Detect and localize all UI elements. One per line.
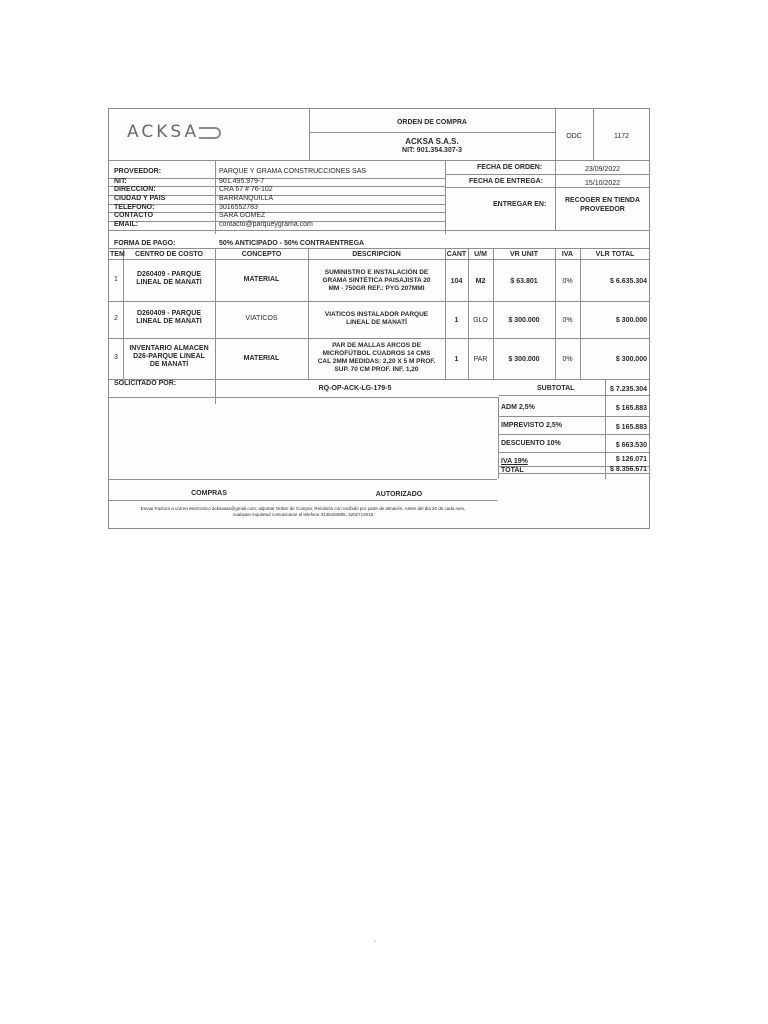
col-header-total: VLR TOTAL <box>595 251 635 258</box>
proveedor-value: PARQUE Y GRAMA CONSTRUCCIONES SAS <box>219 168 367 175</box>
row-item: 3 <box>114 354 118 361</box>
row-iva: 0% <box>562 356 573 363</box>
col-header-um: U/M <box>474 251 487 258</box>
nit-value: 901.495.979-7 <box>219 178 265 185</box>
telefono-value: 3016552783 <box>219 204 258 211</box>
row-item: 2 <box>114 315 118 322</box>
forma-pago-label: FORMA DE PAGO: <box>114 240 176 247</box>
row-cant: 1 <box>454 356 459 363</box>
row-descripcion: MM - 750GR REF.: PYG 207MMI <box>328 285 425 292</box>
row-descripcion: PAR DE MALLAS ARCOS DE <box>332 342 421 349</box>
adm-label: ADM 2,5% <box>501 404 535 411</box>
row-descripcion: MICROFÚTBOL CUADROS 14 CMS <box>322 350 431 357</box>
compras-label: COMPRAS <box>191 490 227 497</box>
forma-pago-value: 50% ANTICIPADO - 50% CONTRAENTREGA <box>219 240 365 247</box>
row-centro: D260409 - PARQUE <box>136 310 202 317</box>
ciudad-label: CIUDAD Y PAIS <box>114 195 166 202</box>
descuento-value: $ 663.530 <box>615 442 647 449</box>
row-descripcion: GRAMA SINTÉTICA PAISAJISTA 20 <box>322 277 431 284</box>
fecha-entrega-label: FECHA DE ENTREGA: <box>469 178 544 185</box>
footer-note-line2: cualquier inquietud comunicarse al telefono 3135184985, 3202713015 <box>232 512 374 517</box>
row-descripcion: SUMINISTRO E INSTALACIÓN DE <box>324 269 429 276</box>
fecha-orden-label: FECHA DE ORDEN: <box>477 164 543 171</box>
row-cant: 1 <box>454 317 459 324</box>
subtotal-value: $ 7.235.304 <box>610 386 647 393</box>
row-centro: LINEAL DE MANATÍ <box>136 318 202 325</box>
imprevisto-value: $ 165.883 <box>615 424 647 431</box>
proveedor-label: PROVEEDOR: <box>114 168 162 175</box>
nit-label: NIT: <box>114 178 127 185</box>
telefono-label: TELEFONO: <box>114 204 155 211</box>
entregar-label: ENTREGAR EN: <box>493 201 547 208</box>
row-concepto: MATERIAL <box>243 355 280 362</box>
row-descripcion: LINEAL DE MANATÍ <box>346 319 407 326</box>
row-um: PAR <box>473 356 488 363</box>
row-total: $ 6.635.304 <box>610 278 647 285</box>
row-descripcion: VIATICOS INSTALADOR PARQUE <box>324 311 429 318</box>
col-header-item: TEM <box>110 251 125 258</box>
purchase-order-sheet <box>108 108 650 529</box>
col-header-centro: CENTRO DE COSTO <box>135 251 203 258</box>
row-total: $ 300.000 <box>615 356 647 363</box>
iva-label: IVA 19% <box>501 458 528 465</box>
requisicion-code: RQ-OP-ACK-LG-179-5 <box>318 385 392 392</box>
col-header-descripcion: DESCRIPCION <box>352 251 401 258</box>
imprevisto-label: IMPREVISTO 2,5% <box>501 422 562 429</box>
row-vr-unit: $ 300.000 <box>508 356 540 363</box>
fecha-orden-value: 23/09/2022 <box>584 166 621 173</box>
row-centro: D260409 - PARQUE <box>136 271 202 278</box>
row-descripcion: CAL 2MM MEDIDAS: 2,20 X 5 M PROF. <box>317 358 436 365</box>
odc-number: 1172 <box>613 133 630 140</box>
col-header-iva: IVA <box>561 251 574 258</box>
solicitado-label: SOLICITADO POR: <box>114 380 177 387</box>
col-header-cant: CANT <box>446 251 467 258</box>
email-value: contacto@parqueygrama.com <box>219 221 313 228</box>
row-descripcion: SUP. 70 CM PROF. INF. 1,20 <box>334 366 419 373</box>
descuento-label: DESCUENTO 10% <box>501 440 561 447</box>
row-iva: 0% <box>562 278 573 285</box>
col-header-vr-unit: VR UNIT <box>510 251 538 258</box>
order-title: ORDEN DE COMPRA <box>396 119 467 126</box>
row-um: M2 <box>475 278 486 285</box>
contacto-label: CONTACTO <box>114 212 154 219</box>
logo-swoosh-icon <box>199 127 221 139</box>
autorizado-label: AUTORIZADO <box>375 491 423 498</box>
logo-text: ACKSA <box>127 122 200 142</box>
entregar-line2: PROVEEDOR <box>580 206 625 213</box>
entregar-line1: RECOGER EN TIENDA <box>564 197 641 204</box>
row-concepto: VIATICOS <box>245 315 278 322</box>
row-um: GLO <box>473 317 488 324</box>
odc-label: ODC <box>566 133 582 140</box>
direccion-label: DIRECCION: <box>114 186 156 193</box>
subtotal-label: SUBTOTAL <box>537 385 575 392</box>
adm-value: $ 165.883 <box>615 405 647 412</box>
row-centro: INVENTARIO ALMACEN <box>129 345 209 352</box>
company-name: ACKSA S.A.S. <box>405 137 459 146</box>
row-cant: 104 <box>450 278 463 285</box>
row-concepto: MATERIAL <box>243 276 280 283</box>
iva-value: $ 126.071 <box>615 456 647 463</box>
company-nit: NIT: 901.354.307-3 <box>402 147 462 154</box>
row-centro: LINEAL DE MANATÍ <box>136 279 202 286</box>
row-centro: DE MANATÍ <box>149 361 189 368</box>
row-iva: 0% <box>562 317 573 324</box>
row-item: 1 <box>114 276 118 283</box>
row-total: $ 300.000 <box>615 317 647 324</box>
fecha-entrega-value: 15/10/2022 <box>584 180 621 187</box>
total-label: TOTAL <box>501 467 524 474</box>
company-logo <box>121 119 231 147</box>
col-header-concepto: CONCEPTO <box>241 251 282 258</box>
contacto-value: SARA GOMEZ <box>219 212 266 219</box>
scan-speck <box>374 940 376 942</box>
direccion-value: CRA 67 # 76-102 <box>219 186 273 193</box>
total-value: $ 8.356.671 <box>610 466 647 473</box>
row-vr-unit: $ 63.801 <box>510 278 538 285</box>
email-label: EMAIL: <box>114 221 139 228</box>
row-centro: D26-PARQUE LINEAL <box>133 353 205 360</box>
ciudad-value: BARRANQUILLA <box>219 195 274 202</box>
row-vr-unit: $ 300.000 <box>508 317 540 324</box>
footer-note-line1: Enviar Factura a correo electronico acksasas@gmail.com, adjuntar Orden de Compra, Remisión con recibido por parte de almacén. Antes del dia 20 de cada mes, <box>140 506 466 511</box>
